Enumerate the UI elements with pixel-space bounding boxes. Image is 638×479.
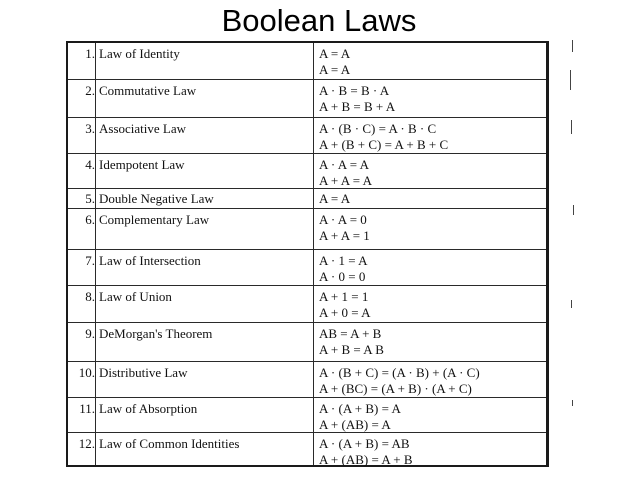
law-name: Law of Union [99, 289, 172, 304]
law-equations [319, 83, 395, 115]
law-number: 5. [85, 191, 95, 206]
table-row [68, 433, 546, 467]
law-equation: A · (B · C) = A · B · C [319, 121, 437, 136]
law-equations [319, 289, 371, 321]
law-equation: A = A [319, 62, 351, 77]
law-equations [319, 46, 350, 78]
law-name: Complementary Law [99, 212, 210, 227]
law-name: Idempotent Law [99, 157, 185, 172]
law-equation: A · (B + C) = (A · B) + (A · C) [319, 365, 480, 380]
table-row [68, 398, 546, 433]
scan-mark [573, 205, 574, 215]
law-name: Law of Intersection [99, 253, 201, 268]
table-row [68, 43, 546, 80]
law-number: 3. [85, 121, 95, 136]
law-equations [319, 326, 384, 358]
law-number: 7. [85, 253, 95, 268]
boolean-laws-table [66, 41, 549, 467]
law-number: 9. [85, 326, 95, 341]
law-equations [319, 121, 448, 153]
law-equation: A · (A + B) = A [319, 401, 401, 416]
law-number: 8. [85, 289, 95, 304]
law-number: 2. [85, 83, 95, 98]
table-row [68, 286, 546, 323]
table-row [68, 80, 546, 118]
table-row [68, 323, 546, 362]
law-equation: A · A = 0 [319, 212, 367, 227]
law-number: 6. [85, 212, 95, 227]
law-name: Associative Law [99, 121, 187, 136]
law-equations [319, 365, 480, 397]
law-equations [319, 436, 413, 468]
scan-mark [570, 70, 571, 90]
law-number: 4. [85, 157, 95, 172]
law-equation: A + B = A B [319, 342, 384, 357]
scan-mark [571, 120, 572, 134]
law-equations [319, 191, 350, 207]
law-name: Commutative Law [99, 83, 197, 98]
table-row [68, 250, 546, 286]
law-name: Law of Common Identities [99, 436, 240, 451]
law-equation: A + (BC) = (A + B) · (A + C) [319, 381, 472, 396]
table-row [68, 362, 546, 398]
scan-mark [572, 40, 573, 52]
law-equations [319, 401, 401, 433]
table-row [68, 154, 546, 189]
law-name: Distributive Law [99, 365, 188, 380]
table-row [68, 118, 546, 154]
table-row [68, 189, 546, 209]
law-equation: A · A = A [319, 157, 369, 172]
law-name: DeMorgan's Theorem [99, 326, 213, 341]
law-name: Law of Absorption [99, 401, 198, 416]
law-equation: A + (B + C) = A + B + C [319, 137, 449, 152]
law-equation: A + (AB) = A + B [319, 452, 413, 467]
law-number: 10. [78, 365, 95, 380]
law-equation: A = A [319, 46, 351, 61]
law-equation: A + 0 = A [319, 305, 371, 320]
law-equations [319, 157, 372, 189]
law-equation: A + A = A [319, 173, 372, 188]
law-equation: AB = A + B [319, 326, 382, 341]
law-equation: A · B = B · A [319, 83, 390, 98]
law-name: Double Negative Law [99, 191, 214, 206]
law-equation: A + 1 = 1 [319, 289, 369, 304]
law-name: Law of Identity [99, 46, 180, 61]
law-number: 12. [78, 436, 95, 451]
page-title: Boolean Laws [221, 3, 417, 38]
law-number: 1. [85, 46, 95, 61]
law-equations [319, 212, 370, 244]
scan-mark [572, 400, 573, 406]
law-equation: A + (AB) = A [319, 417, 391, 432]
law-equation: A + A = 1 [319, 228, 370, 243]
law-equation: A · 0 = 0 [319, 269, 366, 284]
table-row [68, 209, 546, 250]
law-number: 11. [79, 401, 95, 416]
scan-mark [571, 300, 572, 308]
law-equations [319, 253, 368, 285]
law-equation: A · 1 = A [319, 253, 368, 268]
law-equation: A + B = B + A [319, 99, 396, 114]
law-equation: A · (A + B) = AB [319, 436, 410, 451]
law-equation: A = A [319, 191, 351, 206]
